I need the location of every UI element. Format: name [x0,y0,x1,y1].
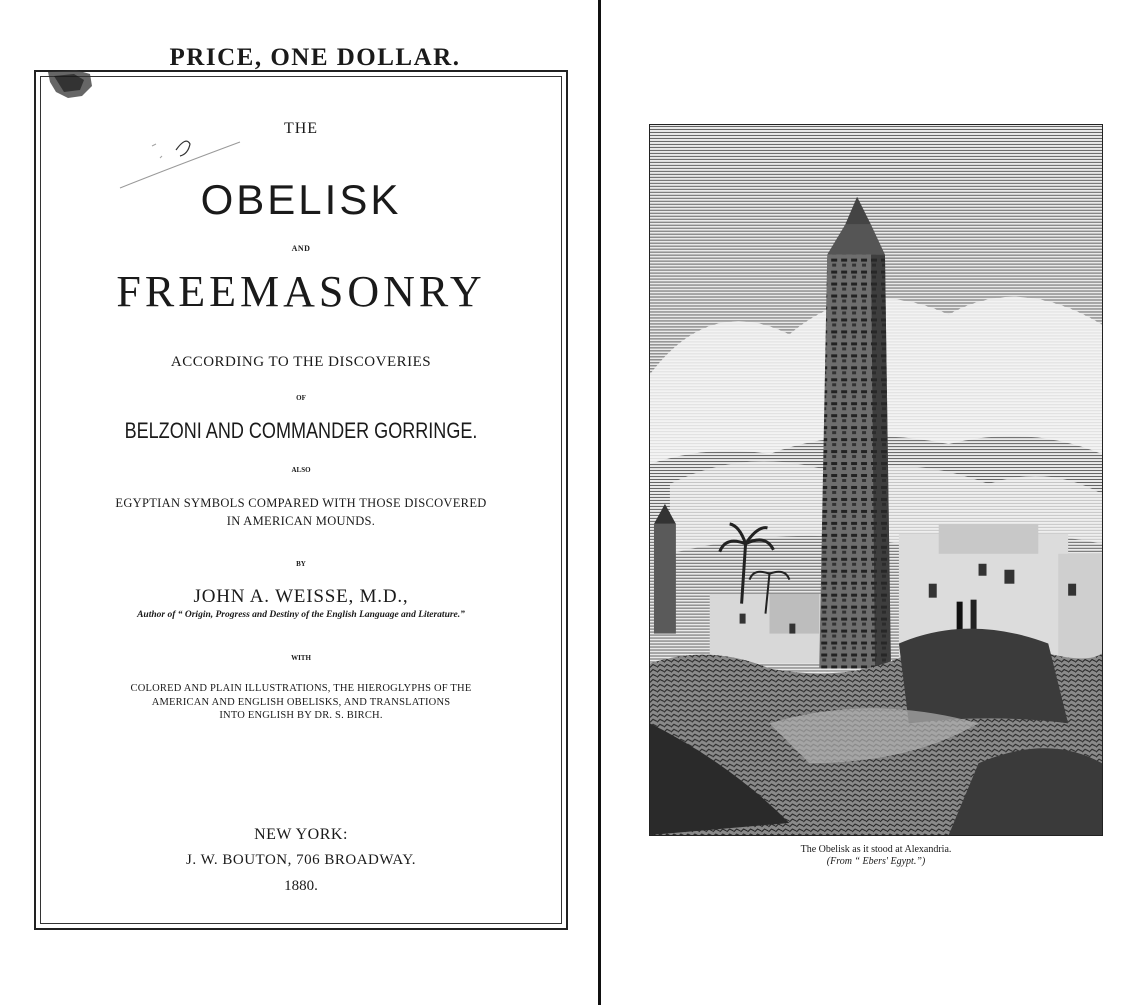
subtitle-line-2: IN AMERICAN MOUNDS. [226,514,376,528]
subtitle-according: ACCORDING TO THE DISCOVERIES [170,354,432,370]
illustrations-note [40,682,562,723]
title-freemasonry: FREEMASONRY [116,267,486,316]
imprint-year: 1880. [284,878,318,894]
author-credits: Author of “ Origin, Progress and Destiny of the English Language and Literature.” [137,610,465,620]
subtitle-egyptian-symbols [40,494,562,530]
figure-caption [649,844,1103,868]
with-label: WITH [291,654,311,662]
title-obelisk: OBELISK [200,176,402,223]
caption-line-1: The Obelisk as it stood at Alexandria. [800,844,952,855]
subtitle-discoverers: BELZONI AND COMMANDER GORRINGE. [124,418,478,443]
obelisk-engraving-image [649,124,1103,836]
byline-by: BY [296,560,306,568]
caption-line-2: (From “ Ebers' Egypt.”) [826,856,926,867]
illustrations-line-3: INTO ENGLISH BY DR. S. BIRCH. [219,710,383,721]
title-the: THE [283,120,319,137]
imprint-city: NEW YORK: [254,826,348,843]
subtitle-line-1: EGYPTIAN SYMBOLS COMPARED WITH THOSE DISCOVERED [115,496,487,510]
illustrations-line-1: COLORED AND PLAIN ILLUSTRATIONS, THE HIEROGLYPHS OF THE [130,683,472,694]
imprint-publisher: J. W. BOUTON, 706 BROADWAY. [186,852,416,868]
frontispiece-page [601,0,1132,1005]
subtitle-of: OF [296,394,306,402]
illustrations-line-2: AMERICAN AND ENGLISH OBELISKS, AND TRANSLATIONS [151,696,451,708]
title-and: AND [291,244,311,253]
ink-blot-mark [46,68,96,100]
price-line: PRICE, ONE DOLLAR. [169,44,461,71]
author-name: JOHN A. WEISSE, M.D., [193,586,409,607]
subtitle-also: ALSO [291,466,311,474]
